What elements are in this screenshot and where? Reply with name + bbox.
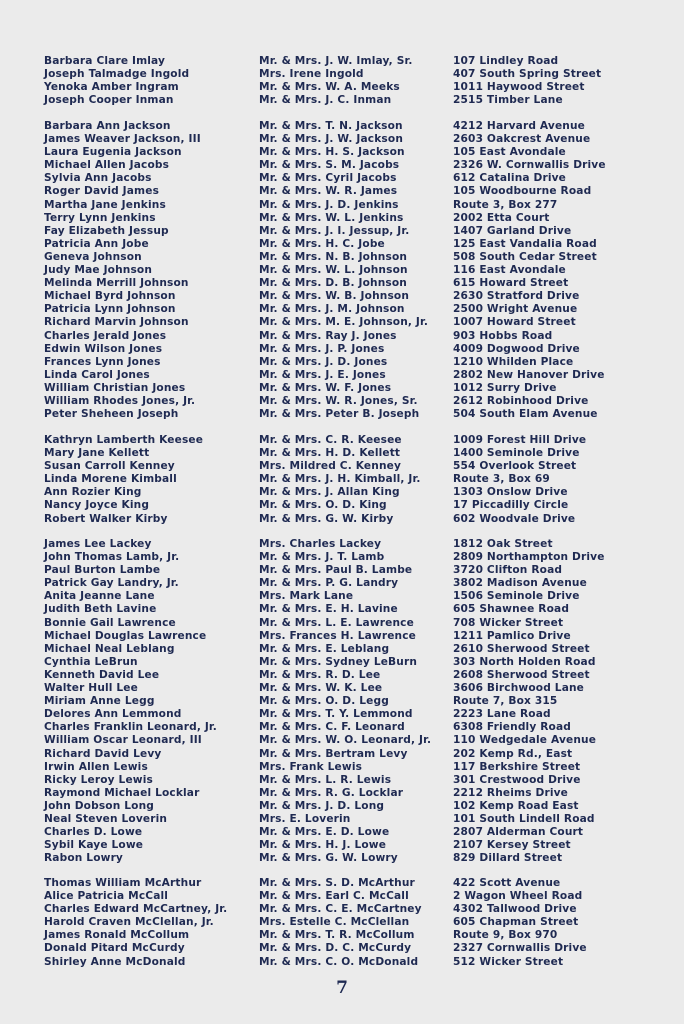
student-name: Martha Jane Jenkins [44, 198, 166, 211]
student-name: James Ronald McCollum [44, 929, 190, 942]
parent-name: Mrs. Frances H. Lawrence [259, 629, 416, 642]
parent-name: Mr. & Mrs. Sydney LeBurn [259, 655, 418, 668]
parent-name: Mr. & Mrs. J. Allan King [259, 486, 400, 499]
parent-name: Mr. & Mrs. Bertram Levy [259, 747, 408, 760]
directory-entry [0, 748, 684, 761]
parent-name: Mr. & Mrs. E. H. Lavine [259, 603, 398, 616]
directory-entry [0, 473, 684, 486]
address: Route 3, Box 69 [453, 473, 550, 486]
student-name: Rabon Lowry [44, 852, 123, 865]
parent-name: Mr. & Mrs. H. S. Jackson [259, 146, 405, 159]
address: 1506 Seminole Drive [453, 590, 580, 603]
student-name: Linda Morene Kimball [44, 473, 177, 486]
directory-entry [0, 669, 684, 682]
directory-entry [0, 513, 684, 526]
directory-entry [0, 343, 684, 356]
student-name: Judy Mae Johnson [44, 264, 153, 277]
student-name: Charles Edward McCartney, Jr. [44, 903, 228, 916]
student-name: Irwin Allen Lewis [44, 760, 148, 773]
parent-name: Mr. & Mrs. H. D. Kellett [259, 447, 401, 460]
student-name: Bonnie Gail Lawrence [44, 616, 176, 629]
directory-entry [0, 551, 684, 564]
student-name: Peter Sheheen Joseph [44, 408, 179, 421]
address: 1011 Haywood Street [453, 81, 585, 94]
directory-entry [0, 395, 684, 408]
student-name: Miriam Anne Legg [44, 695, 155, 708]
directory-entry [0, 916, 684, 929]
student-name: Charles Franklin Leonard, Jr. [44, 721, 217, 734]
parent-name: Mr. & Mrs. J. D. Jones [259, 355, 388, 368]
address: 2603 Oakcrest Avenue [453, 133, 591, 146]
student-name: Barbara Ann Jackson [44, 120, 171, 132]
directory-entry [0, 734, 684, 747]
parent-name: Mr. & Mrs. P. G. Landry [259, 577, 399, 590]
parent-name: Mr. & Mrs. J. I. Jessup, Jr. [259, 224, 410, 237]
parent-name: Mr. & Mrs. C. E. McCartney [259, 903, 422, 916]
directory-entry [0, 172, 684, 185]
parent-name: Mr. & Mrs. C. F. Leonard [259, 721, 405, 734]
student-name: Joseph Cooper Inman [44, 94, 174, 107]
student-name: Kathryn Lamberth Keesee [44, 434, 204, 446]
address: 2326 W. Cornwallis Drive [453, 159, 606, 172]
address: 17 Piccadilly Circle [453, 499, 569, 512]
parent-name: Mrs. Estelle C. McClellan [259, 916, 410, 929]
address: 2610 Sherwood Street [453, 642, 590, 655]
student-name: Michael Neal Leblang [44, 642, 175, 655]
student-name: James Weaver Jackson, III [44, 133, 201, 146]
student-name: Yenoka Amber Ingram [44, 81, 179, 94]
parent-name: Mrs. Charles Lackey [259, 538, 382, 550]
directory-entry [0, 590, 684, 603]
section-i [0, 55, 684, 107]
parent-name: Mr. & Mrs. C. R. Keesee [259, 434, 402, 446]
directory-entry [0, 55, 684, 68]
address: 2630 Stratford Drive [453, 290, 580, 303]
address: 1407 Garland Drive [453, 224, 572, 237]
directory-entry [0, 316, 684, 329]
student-name: Richard David Levy [44, 747, 162, 760]
address: 903 Hobbs Road [453, 329, 553, 342]
parent-name: Mrs. Frank Lewis [259, 760, 363, 773]
address: 4302 Tallwood Drive [453, 903, 577, 916]
parent-name: Mr. & Mrs. E. Leblang [259, 642, 390, 655]
directory-entry [0, 643, 684, 656]
directory-entry [0, 460, 684, 473]
address: 101 South Lindell Road [453, 812, 595, 825]
parent-name: Mrs. E. Loverin [259, 812, 351, 825]
parent-name: Mr. & Mrs. W. O. Leonard, Jr. [259, 734, 432, 747]
student-name: Michael Allen Jacobs [44, 159, 170, 172]
parent-name: Mr. & Mrs. D. C. McCurdy [259, 942, 412, 955]
parent-name: Mr. & Mrs. J. E. Jones [259, 368, 386, 381]
directory-entry [0, 956, 684, 969]
address: 1812 Oak Street [453, 538, 553, 550]
directory-entry [0, 94, 684, 107]
address: 1012 Surry Drive [453, 381, 557, 394]
directory-entry [0, 695, 684, 708]
directory-entry [0, 68, 684, 81]
student-name: Susan Carroll Kenney [44, 460, 175, 473]
address: 504 South Elam Avenue [453, 408, 598, 421]
address: 1007 Howard Street [453, 316, 576, 329]
address: 508 South Cedar Street [453, 250, 597, 263]
parent-name: Mr. & Mrs. Paul B. Lambe [259, 564, 413, 577]
directory-entry [0, 199, 684, 212]
directory-entry [0, 382, 684, 395]
directory-entry [0, 890, 684, 903]
directory-entry [0, 577, 684, 590]
parent-name: Mr. & Mrs. O. D. Legg [259, 695, 389, 708]
directory-entry [0, 630, 684, 643]
parent-name: Mr. & Mrs. W. L. Jenkins [259, 211, 404, 224]
parent-name: Mr. & Mrs. H. J. Lowe [259, 839, 387, 852]
address: 1400 Seminole Drive [453, 447, 580, 460]
student-name: Edwin Wilson Jones [44, 342, 163, 355]
address: 2223 Lane Road [453, 708, 551, 721]
address: 2802 New Hanover Drive [453, 368, 605, 381]
student-name: Raymond Michael Locklar [44, 786, 200, 799]
student-name: William Oscar Leonard, III [44, 734, 202, 747]
student-name: Patricia Lynn Johnson [44, 303, 176, 316]
student-name: William Christian Jones [44, 381, 186, 394]
directory-entry [0, 159, 684, 172]
directory-entry [0, 499, 684, 512]
student-name: William Rhodes Jones, Jr. [44, 394, 196, 407]
parent-name: Mr. & Mrs. J. W. Jackson [259, 133, 404, 146]
directory-entry [0, 826, 684, 839]
student-name: Nancy Joyce King [44, 499, 150, 512]
address: 2327 Cornwallis Drive [453, 942, 587, 955]
address: 2612 Robinhood Drive [453, 394, 589, 407]
directory-entry [0, 564, 684, 577]
student-name: Linda Carol Jones [44, 368, 150, 381]
parent-name: Mr. & Mrs. L. R. Lewis [259, 773, 392, 786]
directory-entry [0, 603, 684, 616]
parent-name: Mr. & Mrs. S. M. Jacobs [259, 159, 400, 172]
student-name: Kenneth David Lee [44, 668, 160, 681]
directory-entry [0, 852, 684, 865]
student-name: Joseph Talmadge Ingold [44, 68, 190, 81]
parent-name: Mr. & Mrs. E. D. Lowe [259, 826, 390, 839]
address: 2107 Kersey Street [453, 839, 571, 852]
directory-entry [0, 146, 684, 159]
directory-entry [0, 356, 684, 369]
student-name: Paul Burton Lambe [44, 564, 161, 577]
directory-entry [0, 434, 684, 447]
address: 512 Wicker Street [453, 955, 564, 968]
address: 615 Howard Street [453, 277, 569, 290]
address: 605 Chapman Street [453, 916, 579, 929]
parent-name: Mr. & Mrs. O. D. King [259, 499, 387, 512]
directory-entry [0, 682, 684, 695]
student-name: Sylvia Ann Jacobs [44, 172, 152, 185]
student-name: Michael Byrd Johnson [44, 290, 176, 303]
address: 612 Catalina Drive [453, 172, 567, 185]
address: 105 Woodbourne Road [453, 185, 592, 198]
student-name: Alice Patricia McCall [44, 890, 169, 903]
student-name: Cynthia LeBrun [44, 655, 138, 668]
directory-entry [0, 774, 684, 787]
address: 102 Kemp Road East [453, 799, 579, 812]
parent-name: Mr. & Mrs. R. G. Locklar [259, 786, 404, 799]
directory-entry [0, 120, 684, 133]
student-name: Frances Lynn Jones [44, 355, 161, 368]
parent-name: Mr. & Mrs. J. D. Jenkins [259, 198, 399, 211]
address: 116 East Avondale [453, 264, 566, 277]
directory-entry [0, 617, 684, 630]
parent-name: Mrs. Mark Lane [259, 590, 354, 603]
address: 1211 Pamlico Drive [453, 629, 571, 642]
parent-name: Mr. & Mrs. Cyril Jacobs [259, 172, 397, 185]
directory-entry [0, 813, 684, 826]
student-name: Neal Steven Loverin [44, 812, 168, 825]
parent-name: Mr. & Mrs. H. C. Jobe [259, 237, 385, 250]
address: 2515 Timber Lane [453, 94, 563, 107]
parent-name: Mr. & Mrs. G. W. Kirby [259, 512, 394, 525]
parent-name: Mr. & Mrs. W. R. Jones, Sr. [259, 394, 418, 407]
student-name: Barbara Clare Imlay [44, 55, 166, 67]
student-name: Donald Pitard McCurdy [44, 942, 185, 955]
parent-name: Mr. & Mrs. J. W. Imlay, Sr. [259, 55, 413, 67]
address: 829 Dillard Street [453, 852, 563, 865]
directory-entry [0, 877, 684, 890]
address: 1009 Forest Hill Drive [453, 434, 587, 446]
student-name: Geneva Johnson [44, 250, 142, 263]
directory-entry [0, 486, 684, 499]
address: 708 Wicker Street [453, 616, 564, 629]
directory-entry [0, 721, 684, 734]
address: 1303 Onslow Drive [453, 486, 568, 499]
parent-name: Mr. & Mrs. D. B. Johnson [259, 277, 408, 290]
address: Route 9, Box 970 [453, 929, 558, 942]
directory-entry [0, 290, 684, 303]
student-name: Roger David James [44, 185, 160, 198]
parent-name: Mr. & Mrs. T. Y. Lemmond [259, 708, 413, 721]
address: 3802 Madison Avenue [453, 577, 587, 590]
student-name: Sybil Kaye Lowe [44, 839, 144, 852]
address: 602 Woodvale Drive [453, 512, 576, 525]
address: 2500 Wright Avenue [453, 303, 578, 316]
parent-name: Mr. & Mrs. Earl C. McCall [259, 890, 409, 903]
parent-name: Mrs. Irene Ingold [259, 68, 364, 81]
student-name: Richard Marvin Johnson [44, 316, 189, 329]
address: Route 3, Box 277 [453, 198, 558, 211]
directory-entry [0, 761, 684, 774]
parent-name: Mr. & Mrs. Peter B. Joseph [259, 408, 420, 421]
student-name: John Dobson Long [44, 799, 155, 812]
parent-name: Mr. & Mrs. J. T. Lamb [259, 551, 385, 564]
section-l [0, 538, 684, 865]
directory-entry [0, 277, 684, 290]
parent-name: Mr. & Mrs. J. H. Kimball, Jr. [259, 473, 421, 486]
student-name: Delores Ann Lemmond [44, 708, 182, 721]
section-j [0, 120, 684, 421]
directory-entry [0, 408, 684, 421]
parent-name: Mr. & Mrs. W. B. Johnson [259, 290, 410, 303]
address: 6308 Friendly Road [453, 721, 571, 734]
parent-name: Mr. & Mrs. J. C. Inman [259, 94, 392, 107]
parent-name: Mr. & Mrs. N. B. Johnson [259, 250, 408, 263]
address: Route 7, Box 315 [453, 695, 558, 708]
directory-entry [0, 656, 684, 669]
directory-entry [0, 330, 684, 343]
directory-entry [0, 185, 684, 198]
directory-entry [0, 133, 684, 146]
address: 2807 Alderman Court [453, 826, 584, 839]
student-name: Melinda Merrill Johnson [44, 277, 189, 290]
directory-entry [0, 303, 684, 316]
parent-name: Mr. & Mrs. W. A. Meeks [259, 81, 400, 94]
address: 110 Wedgedale Avenue [453, 734, 597, 747]
directory-entry [0, 942, 684, 955]
parent-name: Mr. & Mrs. W. F. Jones [259, 381, 392, 394]
address: 1210 Whilden Place [453, 355, 574, 368]
directory-entry [0, 81, 684, 94]
parent-name: Mr. & Mrs. L. E. Lawrence [259, 616, 414, 629]
parent-name: Mr. & Mrs. T. N. Jackson [259, 120, 403, 132]
student-name: Michael Douglas Lawrence [44, 629, 207, 642]
student-name: Fay Elizabeth Jessup [44, 224, 169, 237]
parent-name: Mr. & Mrs. Ray J. Jones [259, 329, 397, 342]
student-name: Shirley Anne McDonald [44, 955, 186, 968]
directory-entry [0, 708, 684, 721]
section-k [0, 434, 684, 526]
section-mc [0, 877, 684, 969]
address: 407 South Spring Street [453, 68, 602, 81]
student-name: Thomas William McArthur [44, 877, 202, 889]
parent-name: Mr. & Mrs. J. P. Jones [259, 342, 385, 355]
parent-name: Mr. & Mrs. S. D. McArthur [259, 877, 415, 889]
directory-entry [0, 369, 684, 382]
student-name: Charles Jerald Jones [44, 329, 167, 342]
address: 125 East Vandalia Road [453, 237, 597, 250]
directory-entry [0, 447, 684, 460]
directory-entry [0, 538, 684, 551]
address: 303 North Holden Road [453, 655, 596, 668]
address: 3720 Clifton Road [453, 564, 563, 577]
student-name: Mary Jane Kellett [44, 447, 150, 460]
address: 2608 Sherwood Street [453, 668, 590, 681]
student-name: Charles D. Lowe [44, 826, 143, 839]
student-name: John Thomas Lamb, Jr. [44, 551, 180, 564]
parent-name: Mrs. Mildred C. Kenney [259, 460, 402, 473]
student-name: Harold Craven McClellan, Jr. [44, 916, 214, 929]
student-name: Ricky Leroy Lewis [44, 773, 153, 786]
address: 301 Crestwood Drive [453, 773, 581, 786]
page-number: 7 [336, 978, 348, 998]
address: 4009 Dogwood Drive [453, 342, 580, 355]
student-name: Anita Jeanne Lane [44, 590, 155, 603]
address: 105 East Avondale [453, 146, 566, 159]
directory-entry [0, 225, 684, 238]
student-name: Robert Walker Kirby [44, 512, 168, 525]
directory-entry [0, 839, 684, 852]
student-name: Laura Eugenia Jackson [44, 146, 182, 159]
parent-name: Mr. & Mrs. W. K. Lee [259, 682, 383, 695]
address: 4212 Harvard Avenue [453, 120, 585, 132]
parent-name: Mr. & Mrs. W. L. Johnson [259, 264, 408, 277]
address: 2212 Rheims Drive [453, 786, 569, 799]
directory-entry [0, 251, 684, 264]
parent-name: Mr. & Mrs. J. M. Johnson [259, 303, 405, 316]
student-name: James Lee Lackey [44, 538, 152, 550]
address: 2 Wagon Wheel Road [453, 890, 583, 903]
student-name: Judith Beth Lavine [44, 603, 157, 616]
address: 605 Shawnee Road [453, 603, 570, 616]
directory-entry [0, 238, 684, 251]
parent-name: Mr. & Mrs. J. D. Long [259, 799, 385, 812]
address: 422 Scott Avenue [453, 877, 561, 889]
address: 3606 Birchwood Lane [453, 682, 585, 695]
directory-entry [0, 264, 684, 277]
directory-entry [0, 929, 684, 942]
parent-name: Mr. & Mrs. C. O. McDonald [259, 955, 419, 968]
directory-entry [0, 212, 684, 225]
address: 202 Kemp Rd., East [453, 747, 573, 760]
parent-name: Mr. & Mrs. M. E. Johnson, Jr. [259, 316, 429, 329]
student-name: Walter Hull Lee [44, 682, 138, 695]
address: 117 Berkshire Street [453, 760, 581, 773]
directory-entry [0, 903, 684, 916]
directory-entry [0, 787, 684, 800]
parent-name: Mr. & Mrs. W. R. James [259, 185, 398, 198]
directory-entry [0, 800, 684, 813]
student-name: Ann Rozier King [44, 486, 142, 499]
parent-name: Mr. & Mrs. R. D. Lee [259, 668, 381, 681]
parent-name: Mr. & Mrs. T. R. McCollum [259, 929, 415, 942]
address: 2809 Northampton Drive [453, 551, 605, 564]
address: 107 Lindley Road [453, 55, 559, 67]
student-name: Patrick Gay Landry, Jr. [44, 577, 179, 590]
address: 554 Overlook Street [453, 460, 577, 473]
parent-name: Mr. & Mrs. G. W. Lowry [259, 852, 398, 865]
student-name: Terry Lynn Jenkins [44, 211, 156, 224]
student-name: Patricia Ann Jobe [44, 237, 149, 250]
address: 2002 Etta Court [453, 211, 550, 224]
